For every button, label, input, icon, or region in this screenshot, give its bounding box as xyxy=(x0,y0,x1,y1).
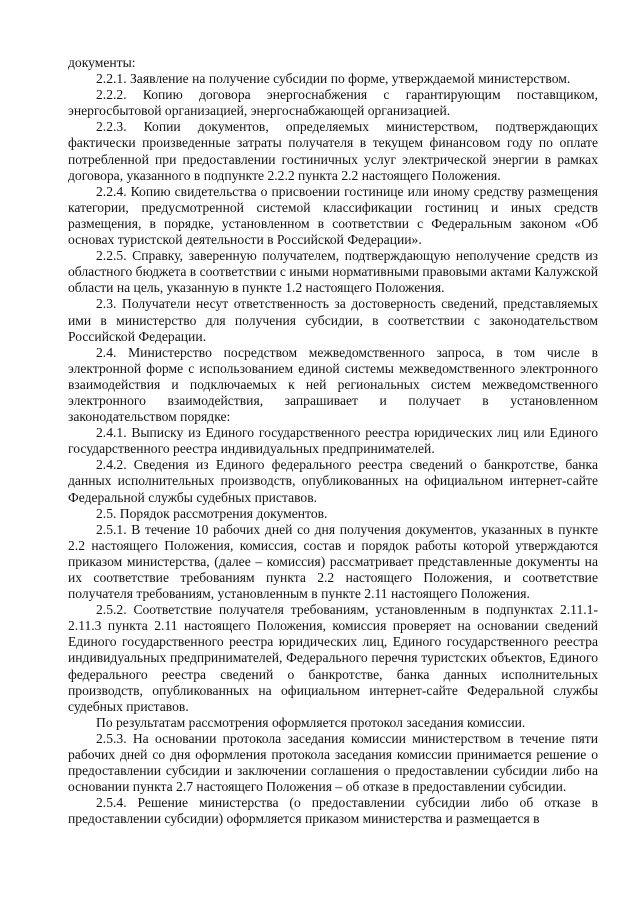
paragraph-2-2-3: 2.2.3. Копии документов, определяемых министерством, подтверждающих фактически произведенные затраты получателя в текущем финансовом году по оплате потребленной при предоставлении гостиничных услуг электрической энергии в рамках договора, указанного в подпункте 2.2.2 пункта 2.2 настоящего Положения. xyxy=(68,119,598,183)
paragraph-2-3: 2.3. Получатели несут ответственность за достоверность сведений, представляемых ими в министерство для получения субсидии, в соответствии с законодательством Российской Федерации. xyxy=(68,296,598,344)
paragraph-2-4-1: 2.4.1. Выписку из Единого государственного реестра юридических лиц или Единого государственного реестра индивидуальных предпринимателей. xyxy=(68,425,598,457)
paragraph-2-4: 2.4. Министерство посредством межведомственного запроса, в том числе в электронной форме с использованием единой системы межведомственного электронного взаимодействия и подключаемых к ней региональных систем межведомственного электронного взаимодействия, запрашивает и получает в установленном законодательством порядке: xyxy=(68,344,598,425)
document-body xyxy=(68,55,598,828)
paragraph-2-5-1: 2.5.1. В течение 10 рабочих дней со дня получения документов, указанных в пункте 2.2 настоящего Положения, комиссия, состав и порядок работы которой утверждаются приказом министерства, (далее – комиссия) рассматривает представленные документы на их соответствие требованиям пункта 2.2 настоящего Положения, и соответствие получателя требованиям, установленным в пункте 2.11 настоящего Положения. xyxy=(68,521,598,602)
paragraph-2-4-2: 2.4.2. Сведения из Единого федерального реестра сведений о банкротстве, банка данных исполнительных производств, опубликованных на официальном интернет-сайте Федеральной службы судебных приставов. xyxy=(68,457,598,505)
paragraph-2-5-4: 2.5.4. Решение министерства (о предоставлении субсидии либо об отказе в предоставлении субсидии) оформляется приказом министерства и размещается в xyxy=(68,795,598,827)
paragraph-2-2-5: 2.2.5. Справку, заверенную получателем, подтверждающую неполучение средств из областного бюджета в соответствии с иными нормативными правовыми актами Калужской области на цель, указанную в пункте 1.2 настоящего Положения. xyxy=(68,248,598,296)
paragraph-documents-continuation: документы: xyxy=(68,55,136,70)
paragraph-2-5: 2.5. Порядок рассмотрения документов. xyxy=(96,505,328,521)
paragraph-2-2-2: 2.2.2. Копию договора энергоснабжения с гарантирующим поставщиком, энергосбытовой организацией, энергоснабжающей организацией. xyxy=(68,87,598,119)
paragraph-2-5-3: 2.5.3. На основании протокола заседания комиссии министерством в течение пяти рабочих дней со дня оформления протокола заседания комиссии принимается решение о предоставлении субсидии и заключении соглашения о предоставлении субсидии либо на основании пункта 2.7 настоящего Положения – об отказе в предоставлении субсидии. xyxy=(68,730,598,795)
paragraph-2-2-4: 2.2.4. Копию свидетельства о присвоении гостинице или иному средству размещения категории, предусмотренной системой классификации гостиниц и иных средств размещения, в порядке, установленном в соответствии с Федеральным законом «Об основах туристской деятельности в Российской Федерации». xyxy=(68,183,598,248)
paragraph-2-2-1: 2.2.1. Заявление на получение субсидии по форме, утверждаемой министерством. xyxy=(96,71,571,87)
paragraph-protocol: По результатам рассмотрения оформляется протокол заседания комиссии. xyxy=(96,714,526,730)
paragraph-2-5-2: 2.5.2. Соответствие получателя требованиям, установленным в подпунктах 2.11.1-2.11.3 пункта 2.11 настоящего Положения, комиссия проверяет на основании сведений Единого государственного реестра юридических лиц, Единого государственного реестра индивидуальных предпринимателей, Федерального перечня туристских объектов, Единого федерального реестра сведений о банкротстве, банка данных исполнительных производств, опубликованных на официальном интернет-сайте Федеральной службы судебных приставов. xyxy=(68,602,598,714)
